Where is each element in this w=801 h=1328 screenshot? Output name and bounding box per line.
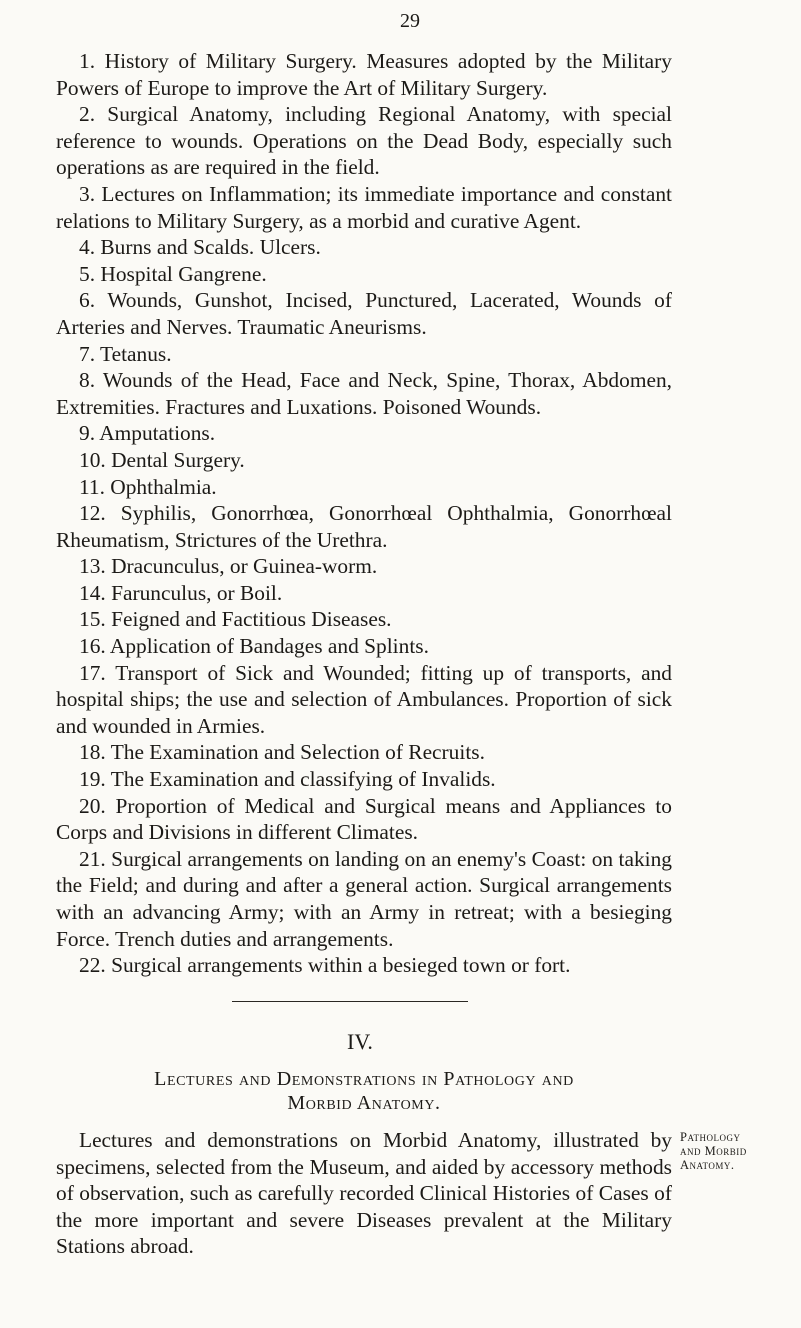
list-item: 15. Feigned and Factitious Diseases. xyxy=(79,607,392,632)
section-divider xyxy=(232,1001,468,1002)
margin-note-line: Anatomy. xyxy=(680,1158,735,1172)
list-item: 5. Hospital Gangrene. xyxy=(79,261,267,286)
section-title-line-2: Morbid Anatomy. xyxy=(287,1092,441,1114)
section-title-line-1: Lectures and Demonstrations in Pathology and xyxy=(154,1068,574,1090)
list-item: 3. Lectures on Inflammation; its immediate importance and constant relations to Military Surgery, as a morbid and curative Agent. xyxy=(56,181,672,233)
margin-note-line: Pathology xyxy=(680,1130,741,1144)
list-item: 10. Dental Surgery. xyxy=(79,447,245,472)
list-item: 14. Farunculus, or Boil. xyxy=(79,580,283,605)
numbered-list xyxy=(56,48,672,979)
list-item: 18. The Examination and Selection of Recruits. xyxy=(79,740,485,765)
list-item: 9. Amputations. xyxy=(79,421,216,446)
margin-note-line: and Morbid xyxy=(680,1144,747,1158)
list-item: 13. Dracunculus, or Guinea-worm. xyxy=(79,554,378,579)
list-item: 7. Tetanus. xyxy=(79,341,172,366)
list-item: 1. History of Military Surgery. Measures adopted by the Military Powers of Europe to improve the Art of Military Surgery. xyxy=(56,49,672,100)
list-item: 17. Transport of Sick and Wounded; fitting up of transports, and hospital ships; the use and selection of Ambulances. Proportion of sick and wounded in Armies. xyxy=(56,660,672,738)
list-item: 6. Wounds, Gunshot, Incised, Punctured, Lacerated, Wounds of Arteries and Nerves. Traumatic Aneurisms. xyxy=(56,288,672,339)
list-item: 12. Syphilis, Gonorrhœa, Gonorrhœal Ophthalmia, Gonorrhœal Rheumatism, Strictures of the Urethra. xyxy=(56,501,672,552)
section-title xyxy=(56,1067,672,1115)
margin-note xyxy=(680,1130,798,1172)
list-item: 22. Surgical arrangements within a besieged town or fort. xyxy=(79,953,571,978)
list-item: 8. Wounds of the Head, Face and Neck, Spine, Thorax, Abdomen, Extremities. Fractures and Luxations. Poisoned Wounds. xyxy=(56,368,672,419)
page-number: 29 xyxy=(400,10,420,32)
section-number: IV. xyxy=(347,1029,373,1054)
list-item: 11. Ophthalmia. xyxy=(79,474,217,499)
list-item: 16. Application of Bandages and Splints. xyxy=(79,634,429,659)
list-item: 20. Proportion of Medical and Surgical means and Appliances to Corps and Divisions in different Climates. xyxy=(56,793,672,845)
list-item: 4. Burns and Scalds. Ulcers. xyxy=(79,235,321,260)
section-body: Lectures and demonstrations on Morbid Anatomy, illustrated by specimens, selected from the Museum, and aided by accessory methods of observation, such as carefully recorded Clinical Histories of Cases of the more important and severe Diseases prevalent at the Military Stations abroad. xyxy=(56,1128,672,1259)
list-item: 21. Surgical arrangements on landing on an enemy's Coast: on taking the Field; and during and after a general action. Surgical arrangements with an advancing Army; with an Army in retreat; with a besieging Force. Trench duties and arrangements. xyxy=(56,846,672,951)
list-item: 19. The Examination and classifying of Invalids. xyxy=(79,767,496,792)
list-item: 2. Surgical Anatomy, including Regional Anatomy, with special reference to wounds. Operations on the Dead Body, especially such operations as are required in the field. xyxy=(56,102,672,180)
